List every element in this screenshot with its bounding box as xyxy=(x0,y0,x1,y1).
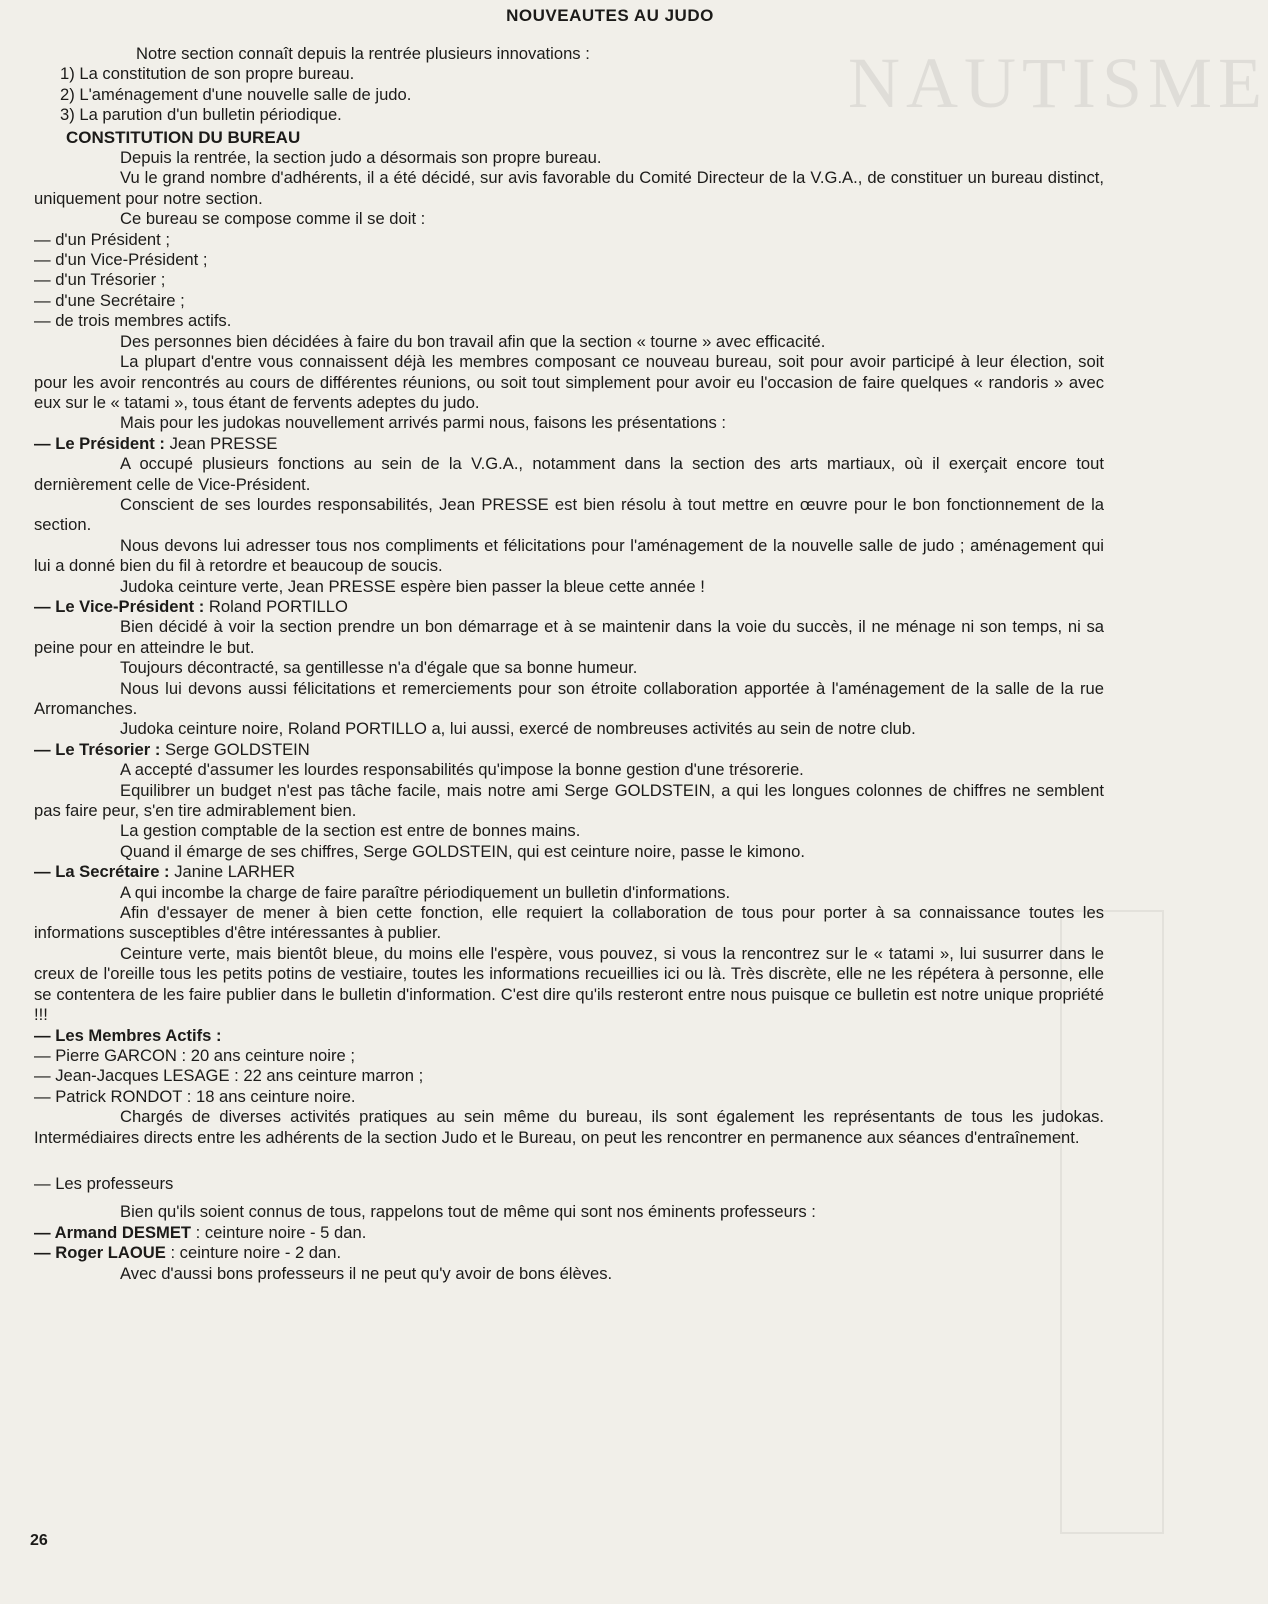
paragraph: Des personnes bien décidées à faire du bon travail afin que la section « tourne » avec efficacité. xyxy=(120,331,826,351)
role-label: — Le Vice-Président : xyxy=(34,596,205,616)
person-name: Jean PRESSE xyxy=(169,433,278,453)
role-label: — Le Trésorier : xyxy=(34,739,161,759)
paragraph: Judoka ceinture verte, Jean PRESSE espère bien passer la bleue cette année ! xyxy=(120,576,705,596)
bureau-member-item: — d'un Trésorier ; xyxy=(34,270,166,290)
paragraph: Nous lui devons aussi félicitations et remerciements pour son étroite collaboration apportée à l'aménagement de la salle de la rue Arromanches. xyxy=(34,678,1104,718)
professeur-detail: : ceinture noire - 2 dan. xyxy=(165,1243,342,1263)
person-name: Roland PORTILLO xyxy=(208,596,348,616)
paragraph: Depuis la rentrée, la section judo a désormais son propre bureau. xyxy=(120,148,602,168)
paragraph: Ceinture verte, mais bientôt bleue, du moins elle l'espère, vous pouvez, si vous la rencontrez sur le « tatami », lui susurrer dans le creux de l'oreille tous les petits potins de vestiaire, toutes les informations recueillies ici ou là. Très discrète, elle ne les répétera à personne, elle se contentera de les faire publier dans le bulletin d'information. C'est dire qu'ils resteront entre nous puisque ce bulletin est notre unique propriété !!! xyxy=(34,943,1104,1025)
role-label: — Le Président : xyxy=(34,433,165,453)
paragraph: Mais pour les judokas nouvellement arrivés parmi nous, faisons les présentations : xyxy=(120,413,726,433)
intro-paragraph: Notre section connaît depuis la rentrée plusieurs innovations : xyxy=(136,44,590,63)
bureau-member-item: — de trois membres actifs. xyxy=(34,311,232,331)
professeur-item xyxy=(34,1223,1104,1243)
bureau-member-item: — d'un Vice-Président ; xyxy=(34,250,208,270)
professeur-item xyxy=(34,1243,1104,1263)
paragraph: La plupart d'entre vous connaissent déjà les membres composant ce nouveau bureau, soit pour avoir participé à leur élection, soit pour les avoir rencontrés au cours de différentes réunions, ou soit tout simplement pour avoir eu l'occasion de faire quelques « randoris » avec eux sur le « tatami », tous étant de fervents adeptes du judo. xyxy=(34,352,1104,412)
membre-item: — Patrick RONDOT : 18 ans ceinture noire. xyxy=(34,1086,356,1106)
paragraph: A occupé plusieurs fonctions au sein de la V.G.A., notamment dans la section des arts martiaux, où il exerçait encore tout dernièrement celle de Vice-Président. xyxy=(34,454,1104,494)
section-heading-bureau: CONSTITUTION DU BUREAU xyxy=(66,127,301,147)
paragraph: Nous devons lui adresser tous nos compliments et félicitations pour l'aménagement de la nouvelle salle de judo ; aménagement qui lui a donné bien du fil à retordre et beaucoup de soucis. xyxy=(34,535,1104,576)
paragraph: Vu le grand nombre d'adhérents, il a été décidé, sur avis favorable du Comité Directeur de la V.G.A., de constituer un bureau distinct, uniquement pour notre section. xyxy=(34,168,1104,208)
person-name: Serge GOLDSTEIN xyxy=(164,739,310,759)
innovation-item: 2) L'aménagement d'une nouvelle salle de judo. xyxy=(60,84,412,104)
professeur-name: — Roger LAOUE xyxy=(34,1243,166,1263)
paragraph: Afin d'essayer de mener à bien cette fonction, elle requiert la collaboration de tous pour porter à sa connaissance toutes les informations susceptibles d'être intéressantes à publier. xyxy=(34,903,1104,943)
role-label: — La Secrétaire : xyxy=(34,862,170,882)
professeur-detail: : ceinture noire - 5 dan. xyxy=(191,1222,367,1242)
page-title: NOUVEAUTES AU JUDO xyxy=(506,6,714,25)
innovation-item: 3) La parution d'un bulletin périodique. xyxy=(60,105,342,125)
paragraph: Equilibrer un budget n'est pas tâche facile, mais notre ami Serge GOLDSTEIN, a qui les longues colonnes de chiffres ne semblent pas faire peur, s'en tire admirablement bien. xyxy=(34,780,1104,821)
professeur-name: — Armand DESMET xyxy=(34,1222,192,1242)
membre-item: — Jean-Jacques LESAGE : 22 ans ceinture marron ; xyxy=(34,1066,424,1086)
paragraph: Avec d'aussi bons professeurs il ne peut qu'y avoir de bons élèves. xyxy=(120,1263,613,1283)
paragraph: Quand il émarge de ses chiffres, Serge GOLDSTEIN, qui est ceinture noire, passe le kimono. xyxy=(120,841,805,861)
paragraph: Conscient de ses lourdes responsabilités, Jean PRESSE est bien résolu à tout mettre en œuvre pour le bon fonctionnement de la section. xyxy=(34,494,1104,535)
page-number: 26 xyxy=(30,1532,48,1549)
paragraph: Bien décidé à voir la section prendre un bon démarrage et à se maintenir dans la voie du succès, il ne ménage ni son temps, ni sa peine pour en atteindre le but. xyxy=(34,617,1104,657)
bleed-through-decoration: NAUTISME xyxy=(848,43,1268,123)
role-heading-president xyxy=(34,434,1104,454)
role-heading-membres xyxy=(34,1026,1104,1046)
paragraph: Bien qu'ils soient connus de tous, rappelons tout de même qui sont nos éminents professeurs : xyxy=(120,1202,816,1222)
paragraph: A qui incombe la charge de faire paraître périodiquement un bulletin d'informations. xyxy=(120,882,731,902)
role-heading-vice-president xyxy=(34,597,1104,617)
paragraph: Toujours décontracté, sa gentillesse n'a d'égale que sa bonne humeur. xyxy=(120,658,638,678)
paragraph: Chargés de diverses activités pratiques au sein même du bureau, ils sont également les représentants de tous les judokas. Intermédiaires directs entre les adhérents de la section Judo et le Bureau, on peut les rencontrer en permanence aux séances d'entraînement. xyxy=(34,1107,1104,1147)
role-label: — Les Membres Actifs : xyxy=(34,1025,222,1045)
paragraph: Judoka ceinture noire, Roland PORTILLO a, lui aussi, exercé de nombreuses activités au sein de notre club. xyxy=(120,719,916,739)
role-heading-professeurs: — Les professeurs xyxy=(34,1173,174,1193)
person-name: Janine LARHER xyxy=(174,862,296,882)
innovation-item: 1) La constitution de son propre bureau. xyxy=(60,64,355,84)
article-body xyxy=(34,44,1104,1284)
paragraph: A accepté d'assumer les lourdes responsabilités qu'impose la bonne gestion d'une trésorerie. xyxy=(120,760,804,780)
paragraph: Ce bureau se compose comme il se doit : xyxy=(120,209,426,229)
bureau-member-item: — d'une Secrétaire ; xyxy=(34,290,185,310)
role-heading-tresorier xyxy=(34,740,1104,760)
bureau-member-item: — d'un Président ; xyxy=(34,229,170,249)
membre-item: — Pierre GARCON : 20 ans ceinture noire ; xyxy=(34,1045,355,1065)
role-heading-secretaire xyxy=(34,862,1104,882)
paragraph: La gestion comptable de la section est entre de bonnes mains. xyxy=(120,821,581,841)
